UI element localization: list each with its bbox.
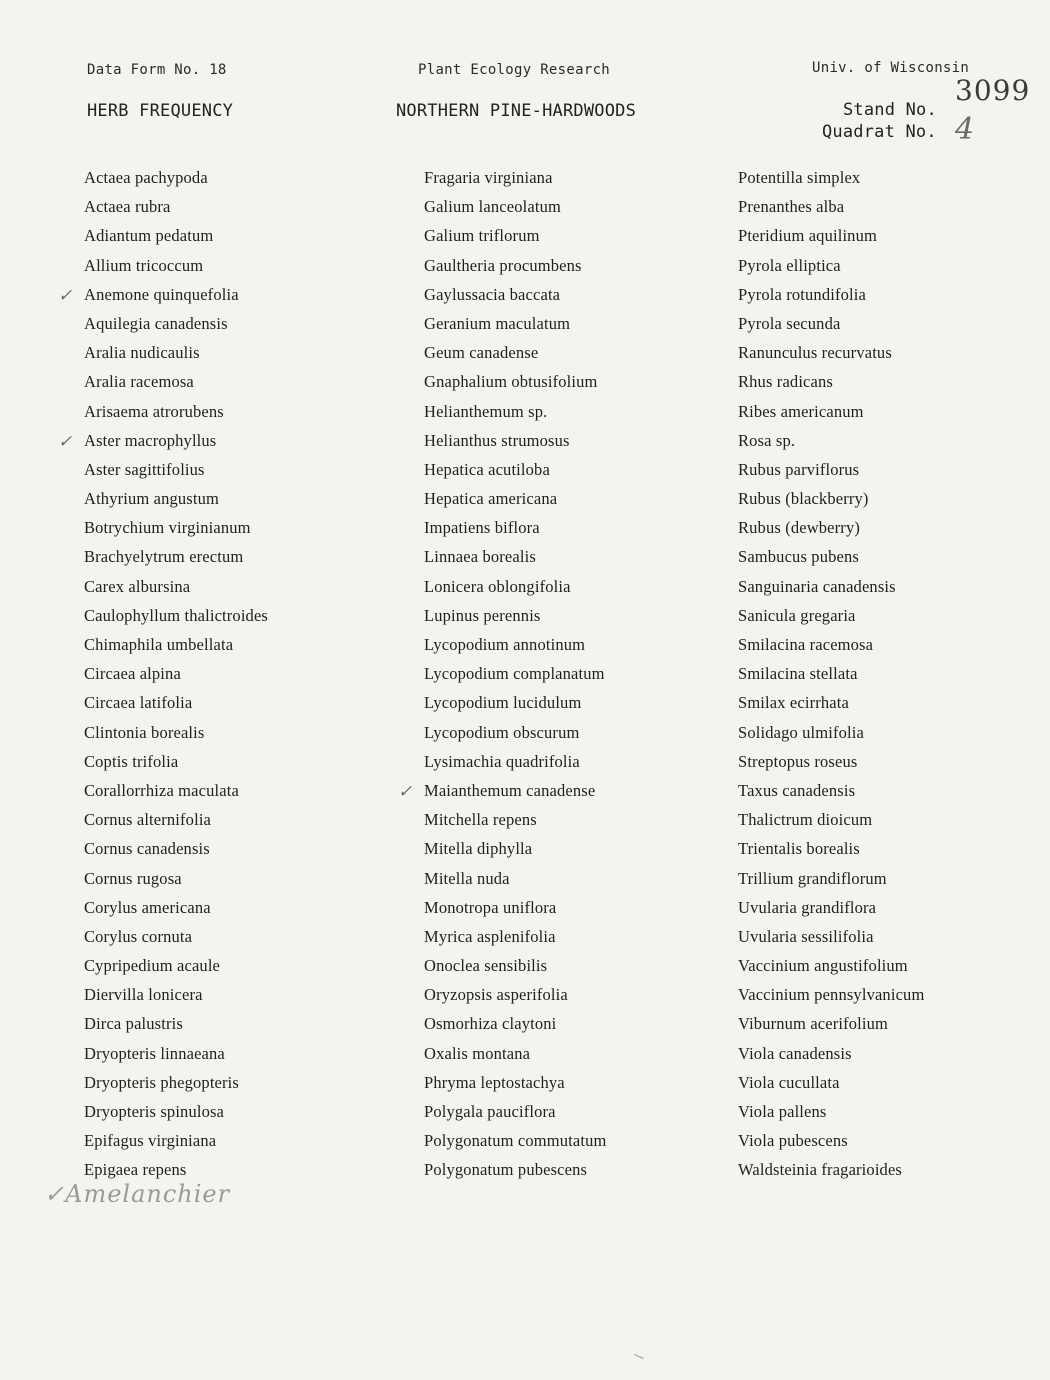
species-name: Sanguinaria canadensis [738, 576, 896, 596]
species-row [738, 954, 924, 983]
species-row [84, 516, 268, 545]
species-name: Hepatica acutiloba [424, 459, 550, 479]
species-row [84, 575, 268, 604]
species-row [738, 808, 924, 837]
check-mark-icon: ✓ [58, 285, 73, 306]
species-row [424, 166, 607, 195]
species-row [424, 1158, 607, 1187]
species-name: Caulophyllum thalictroides [84, 605, 268, 625]
species-name: Phryma leptostachya [424, 1072, 565, 1092]
species-row [424, 896, 607, 925]
species-row [738, 1071, 924, 1100]
species-row [738, 896, 924, 925]
species-name: Rubus parviflorus [738, 459, 860, 479]
species-name: Athyrium angustum [84, 489, 220, 509]
species-name: Trientalis borealis [738, 839, 860, 859]
species-row [738, 633, 924, 662]
species-row [424, 808, 607, 837]
species-name: Smilacina stellata [738, 664, 858, 684]
species-row [84, 662, 268, 691]
species-column-2 [398, 166, 607, 1188]
paper-mark [634, 1354, 643, 1359]
species-row [424, 575, 607, 604]
species-row [84, 633, 268, 662]
species-name: Gaylussacia baccata [424, 284, 561, 304]
species-row [424, 429, 607, 458]
check-mark-icon: ✓ [58, 431, 73, 452]
species-row [738, 983, 924, 1012]
species-name: Linnaea borealis [424, 547, 536, 567]
species-name: Pyrola secunda [738, 313, 841, 333]
species-name: Viola canadensis [738, 1043, 852, 1063]
species-name: Allium tricoccum [84, 255, 204, 275]
species-row [738, 867, 924, 896]
species-name: Uvularia grandiflora [738, 897, 877, 917]
species-row [424, 633, 607, 662]
species-name: Uvularia sessilifolia [738, 926, 874, 946]
species-name: Viola pubescens [738, 1131, 848, 1151]
species-row [738, 516, 924, 545]
species-name: Galium triflorum [424, 226, 540, 246]
species-name: Lycopodium complanatum [424, 664, 605, 684]
species-row [84, 1071, 268, 1100]
species-name: Maianthemum canadense [424, 780, 596, 800]
species-name: Lycopodium lucidulum [424, 693, 582, 713]
species-name: Cypripedium acaule [84, 956, 221, 976]
species-row [84, 487, 268, 516]
species-row [738, 691, 924, 720]
handwritten-species-note: ✓Amelanchier [44, 1180, 231, 1208]
species-name: Polygonatum pubescens [424, 1160, 588, 1180]
quadrat-number-label: Quadrat No. [822, 122, 937, 142]
species-name: Ribes americanum [738, 401, 864, 421]
species-row [58, 283, 268, 312]
species-name: Oryzopsis asperifolia [424, 985, 568, 1005]
species-column-1 [58, 166, 268, 1188]
species-name: Sanicula gregaria [738, 605, 856, 625]
species-name: Onoclea sensibilis [424, 956, 548, 976]
species-row [84, 750, 268, 779]
species-name: Adiantum pedatum [84, 226, 214, 246]
species-row [84, 1012, 268, 1041]
species-row [424, 1042, 607, 1071]
species-row [424, 604, 607, 633]
species-row [424, 750, 607, 779]
species-row [738, 1042, 924, 1071]
species-name: Coptis trifolia [84, 751, 179, 771]
species-name: Fragaria virginiana [424, 168, 553, 187]
species-row [738, 925, 924, 954]
species-name: Cornus rugosa [84, 868, 182, 888]
species-name: Aralia nudicaulis [84, 343, 200, 363]
species-row [424, 195, 607, 224]
species-name: Geranium maculatum [424, 313, 571, 333]
species-row [424, 283, 607, 312]
species-name: Smilax ecirrhata [738, 693, 849, 713]
species-row [84, 604, 268, 633]
species-row [424, 1012, 607, 1041]
species-name: Circaea latifolia [84, 693, 193, 713]
species-row [738, 341, 924, 370]
species-row [84, 312, 268, 341]
species-row [424, 1071, 607, 1100]
species-name: Lycopodium obscurum [424, 722, 580, 742]
species-row [424, 662, 607, 691]
university-label: Univ. of Wisconsin [812, 60, 970, 76]
species-name: Oxalis montana [424, 1043, 531, 1063]
species-name: Taxus canadensis [738, 780, 856, 800]
species-name: Galium lanceolatum [424, 197, 561, 217]
species-row [84, 254, 268, 283]
species-name: Smilacina racemosa [738, 635, 874, 654]
species-row [58, 429, 268, 458]
species-name: Aralia racemosa [84, 372, 194, 392]
species-name: Corallorrhiza maculata [84, 780, 239, 800]
species-row [424, 545, 607, 574]
species-row [424, 341, 607, 370]
species-row [424, 370, 607, 399]
species-name: Impatiens biflora [424, 518, 540, 538]
species-name: Dryopteris phegopteris [84, 1072, 239, 1092]
species-name: Rhus radicans [738, 372, 833, 392]
species-name: Aster macrophyllus [84, 430, 217, 450]
species-name: Thalictrum dioicum [738, 810, 873, 830]
species-row [84, 370, 268, 399]
species-row [424, 1129, 607, 1158]
species-name: Corylus americana [84, 897, 211, 917]
species-row [738, 604, 924, 633]
species-row [738, 837, 924, 866]
species-row [84, 400, 268, 429]
species-row [424, 516, 607, 545]
species-name: Viola pallens [738, 1102, 827, 1121]
species-name: Vaccinium pennsylvanicum [738, 985, 925, 1005]
species-row [84, 925, 268, 954]
species-row [84, 458, 268, 487]
species-name: Helianthemum sp. [424, 401, 548, 421]
species-name: Streptopus roseus [738, 751, 858, 771]
species-name: Polygonatum commutatum [424, 1131, 607, 1151]
species-row [738, 224, 924, 253]
species-name: Carex albursina [84, 576, 191, 596]
species-name: Prenanthes alba [738, 197, 845, 217]
species-row [738, 312, 924, 341]
species-name: Lysimachia quadrifolia [424, 751, 580, 771]
species-row [424, 721, 607, 750]
species-row [738, 254, 924, 283]
species-row [738, 1129, 924, 1158]
species-row [424, 837, 607, 866]
species-row [84, 954, 268, 983]
species-name: Actaea pachypoda [84, 168, 208, 187]
species-row [738, 429, 924, 458]
species-name: Mitchella repens [424, 810, 537, 830]
species-row [738, 750, 924, 779]
species-row [738, 662, 924, 691]
species-row [424, 1100, 607, 1129]
species-name: Pyrola elliptica [738, 255, 841, 275]
species-name: Osmorhiza claytoni [424, 1014, 557, 1034]
species-name: Dryopteris linnaeana [84, 1043, 225, 1063]
species-name: Rubus (dewberry) [738, 518, 860, 538]
community-title: NORTHERN PINE-HARDWOODS [396, 101, 637, 121]
species-name: Gaultheria procumbens [424, 255, 582, 275]
species-name: Potentilla simplex [738, 168, 861, 187]
species-row [84, 545, 268, 574]
species-name: Epigaea repens [84, 1160, 187, 1180]
species-row [424, 487, 607, 516]
species-row [84, 721, 268, 750]
species-row [738, 458, 924, 487]
species-name: Geum canadense [424, 343, 539, 363]
species-row [84, 1042, 268, 1071]
species-row [738, 166, 924, 195]
species-name: Helianthus strumosus [424, 430, 570, 450]
species-row [424, 458, 607, 487]
species-name: Lycopodium annotinum [424, 635, 586, 654]
species-row [424, 312, 607, 341]
species-row [84, 896, 268, 925]
species-name: Viola cucullata [738, 1072, 840, 1092]
species-row [738, 487, 924, 516]
species-row [738, 1100, 924, 1129]
species-name: Rubus (blackberry) [738, 489, 869, 509]
species-name: Polygala pauciflora [424, 1102, 556, 1121]
species-name: Dirca palustris [84, 1014, 183, 1034]
species-name: Hepatica americana [424, 489, 558, 509]
species-name: Aster sagittifolius [84, 459, 205, 479]
species-row [424, 254, 607, 283]
species-name: Trillium grandiflorum [738, 868, 887, 888]
species-name: Lonicera oblongifolia [424, 576, 571, 596]
species-name: Sambucus pubens [738, 547, 859, 567]
species-column-3 [738, 166, 924, 1188]
species-name: Epifagus virginiana [84, 1131, 217, 1151]
stand-number-value: 3099 [955, 74, 1031, 107]
species-name: Vaccinium angustifolium [738, 956, 908, 976]
species-row [84, 808, 268, 837]
species-row [424, 867, 607, 896]
species-row [738, 575, 924, 604]
species-row [424, 691, 607, 720]
species-row [738, 195, 924, 224]
species-name: Viburnum acerifolium [738, 1014, 889, 1034]
species-name: Aquilegia canadensis [84, 313, 228, 333]
species-row [424, 983, 607, 1012]
form-number-label: Data Form No. 18 [87, 62, 227, 78]
species-name: Arisaema atrorubens [84, 401, 224, 421]
species-row [738, 400, 924, 429]
species-row [84, 983, 268, 1012]
species-name: Corylus cornuta [84, 926, 193, 946]
species-row [398, 779, 607, 808]
species-name: Anemone quinquefolia [84, 284, 239, 304]
organization-label: Plant Ecology Research [418, 62, 611, 78]
species-name: Dryopteris spinulosa [84, 1102, 225, 1121]
species-row [424, 925, 607, 954]
species-name: Circaea alpina [84, 664, 181, 684]
species-name: Cornus alternifolia [84, 810, 212, 830]
species-name: Diervilla lonicera [84, 985, 203, 1005]
check-mark-icon: ✓ [398, 781, 413, 802]
stand-number-label: Stand No. [843, 100, 937, 120]
species-name: Ranunculus recurvatus [738, 343, 892, 363]
species-row [84, 341, 268, 370]
form-title: HERB FREQUENCY [87, 101, 234, 121]
species-row [738, 545, 924, 574]
species-row [738, 721, 924, 750]
species-name: Pteridium aquilinum [738, 226, 877, 246]
species-name: Myrica asplenifolia [424, 926, 556, 946]
species-row [84, 691, 268, 720]
species-row [738, 779, 924, 808]
species-row [738, 1012, 924, 1041]
species-name: Chimaphila umbellata [84, 635, 234, 654]
species-row [84, 224, 268, 253]
species-row [84, 867, 268, 896]
species-row [84, 779, 268, 808]
species-row [84, 1100, 268, 1129]
species-row [84, 195, 268, 224]
species-name: Pyrola rotundifolia [738, 284, 866, 304]
species-row [84, 166, 268, 195]
species-row [738, 283, 924, 312]
species-row [424, 224, 607, 253]
species-name: Clintonia borealis [84, 722, 205, 742]
species-row [84, 837, 268, 866]
quadrat-number-value: 4 [955, 112, 975, 147]
species-name: Mitella diphylla [424, 839, 533, 859]
species-row [84, 1129, 268, 1158]
species-row [738, 370, 924, 399]
species-row [738, 1158, 924, 1187]
species-name: Monotropa uniflora [424, 897, 557, 917]
species-name: Cornus canadensis [84, 839, 210, 859]
species-name: Solidago ulmifolia [738, 722, 864, 742]
species-name: Gnaphalium obtusifolium [424, 372, 598, 392]
species-name: Actaea rubra [84, 197, 171, 217]
species-name: Rosa sp. [738, 430, 796, 450]
species-name: Brachyelytrum erectum [84, 547, 244, 567]
species-name: Waldsteinia fragarioides [738, 1160, 902, 1180]
species-name: Botrychium virginianum [84, 518, 251, 538]
species-name: Lupinus perennis [424, 605, 541, 625]
species-name: Mitella nuda [424, 868, 510, 888]
species-row [424, 400, 607, 429]
species-row [424, 954, 607, 983]
